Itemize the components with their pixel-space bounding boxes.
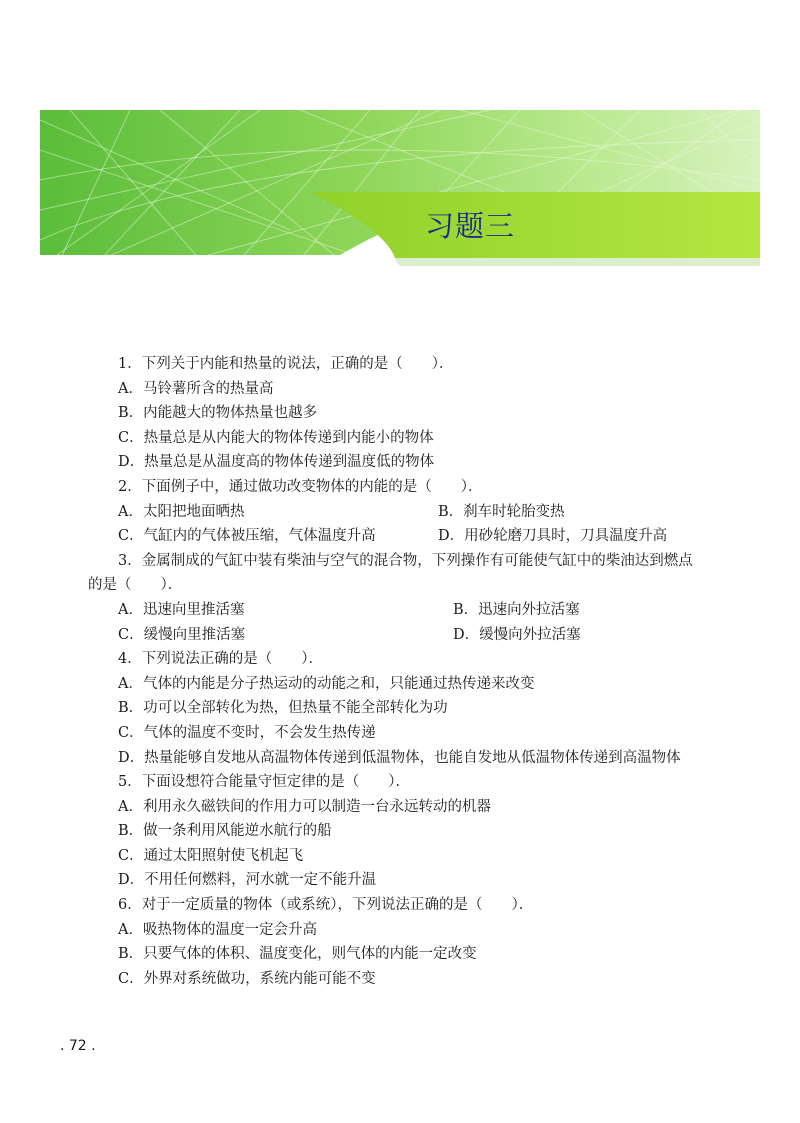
question-option: B．做一条利用风能逆水航行的船 <box>118 823 332 840</box>
question-option: A．迅速向里推活塞 <box>118 601 245 618</box>
question-option: B．迅速向外拉活塞 <box>453 601 580 618</box>
question-option: C．外界对系统做功，系统内能可能不变 <box>118 970 376 987</box>
question-option: C．气体的温度不变时，不会发生热传递 <box>118 724 376 741</box>
question-option: D．不用任何燃料，河水就一定不能升温 <box>118 872 377 889</box>
question-option: D．热量能够自发地从高温物体传递到低温物体，也能自发地从低温物体传递到高温物体 <box>118 749 681 766</box>
exercise-list <box>88 352 704 991</box>
question-option: C．气缸内的气体被压缩，气体温度升高 <box>118 528 376 545</box>
question-stem: 6．对于一定质量的物体（或系统），下列说法正确的是（ ）． <box>118 897 534 914</box>
question-option: B．内能越大的物体热量也越多 <box>118 405 318 422</box>
question-stem: 2．下面例子中，通过做功改变物体的内能的是（ ）． <box>118 478 483 495</box>
question-stem: 3．金属制成的气缸中装有柴油与空气的混合物，下列操作有可能使气缸中的柴油达到燃点的是（ ）． <box>88 552 693 594</box>
question-option: A．利用永久磁铁间的作用力可以制造一台永远转动的机器 <box>118 798 491 815</box>
banner-graphic <box>40 110 760 270</box>
question-option: D．缓慢向外拉活塞 <box>453 626 581 643</box>
question-option: C．通过太阳照射使飞机起飞 <box>118 847 304 864</box>
option-row <box>88 598 704 623</box>
question-option: D．用砂轮磨刀具时，刀具温度升高 <box>438 528 668 545</box>
question-option: B．只要气体的体积、温度变化，则气体的内能一定改变 <box>118 946 477 963</box>
option-row <box>88 500 704 525</box>
header-banner <box>40 110 760 270</box>
question-option: B．刹车时轮胎变热 <box>438 503 565 520</box>
question-option: A．气体的内能是分子热运动的动能之和，只能通过热传递来改变 <box>118 675 535 692</box>
page-title: 习题三 <box>425 209 516 243</box>
question-option: D．热量总是从温度高的物体传递到温度低的物体 <box>118 454 435 471</box>
question-option: C．缓慢向里推活塞 <box>118 626 246 643</box>
option-row <box>88 623 704 648</box>
question-option: A．马铃薯所含的热量高 <box>118 380 274 397</box>
question-option: C．热量总是从内能大的物体传递到内能小的物体 <box>118 429 434 446</box>
question-stem: 4．下列说法正确的是（ ）． <box>118 651 323 668</box>
question-stem: 1．下列关于内能和热量的说法，正确的是（ ）． <box>118 356 454 372</box>
question-option: B．功可以全部转化为热，但热量不能全部转化为功 <box>118 700 448 717</box>
page-number: . 72 . <box>60 1038 96 1054</box>
question-option: A．太阳把地面晒热 <box>118 503 245 520</box>
question-stem: 5．下面设想符合能量守恒定律的是（ ）． <box>118 774 410 791</box>
option-row <box>88 524 704 549</box>
question-option: A．吸热物体的温度一定会升高 <box>118 921 317 938</box>
